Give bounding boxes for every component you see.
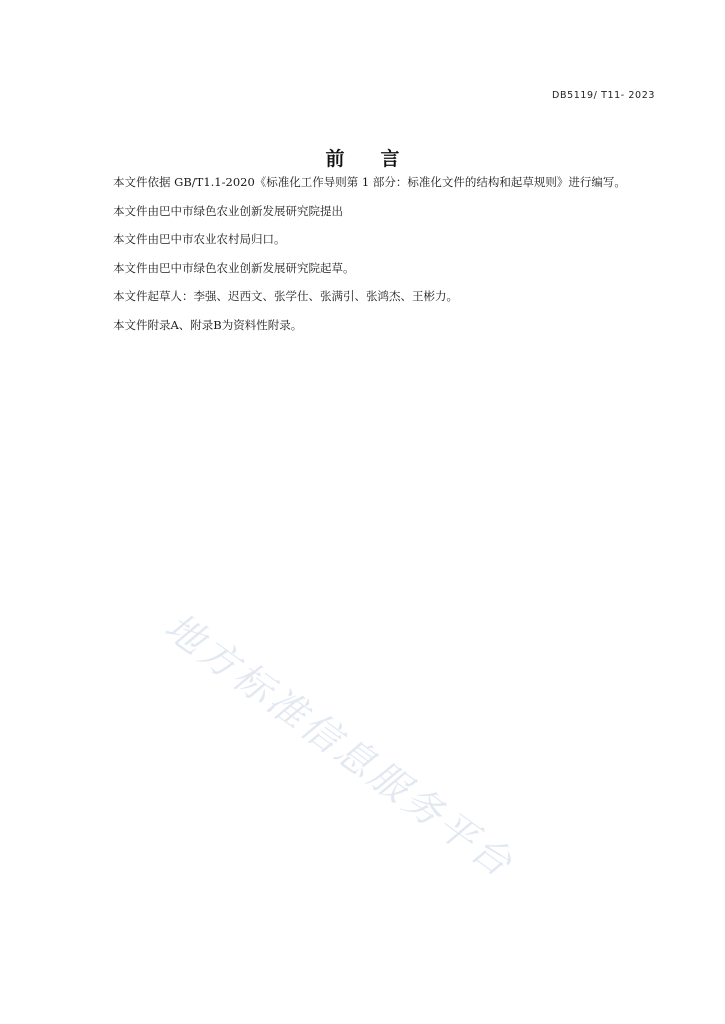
watermark: 地方标准信息服务平台	[156, 604, 523, 887]
paragraph-drafters: 本文件起草人：李强、迟西文、张学仕、张满引、张鸿杰、王彬力。	[113, 289, 458, 303]
section-title: 前言	[325, 148, 436, 170]
document-code: DB5119/ T11- 2023	[552, 90, 655, 101]
paragraph-administrator: 本文件由巴中市农业农村局归口。	[113, 232, 286, 246]
paragraph-appendix-note: 本文件附录A、附录B为资料性附录。	[113, 317, 303, 332]
paragraph-drafting-unit: 本文件由巴中市绿色农业创新发展研究院起草。	[113, 260, 355, 275]
paragraph-proposer: 本文件由巴中市绿色农业创新发展研究院提出	[113, 203, 343, 218]
paragraph-drafting-basis: 本文件依据 GB/T1.1-2020《标准化工作导则第 1 部分：标准化文件的结构和起草规则》进行编写。	[113, 175, 626, 189]
foreword-body	[113, 175, 673, 346]
